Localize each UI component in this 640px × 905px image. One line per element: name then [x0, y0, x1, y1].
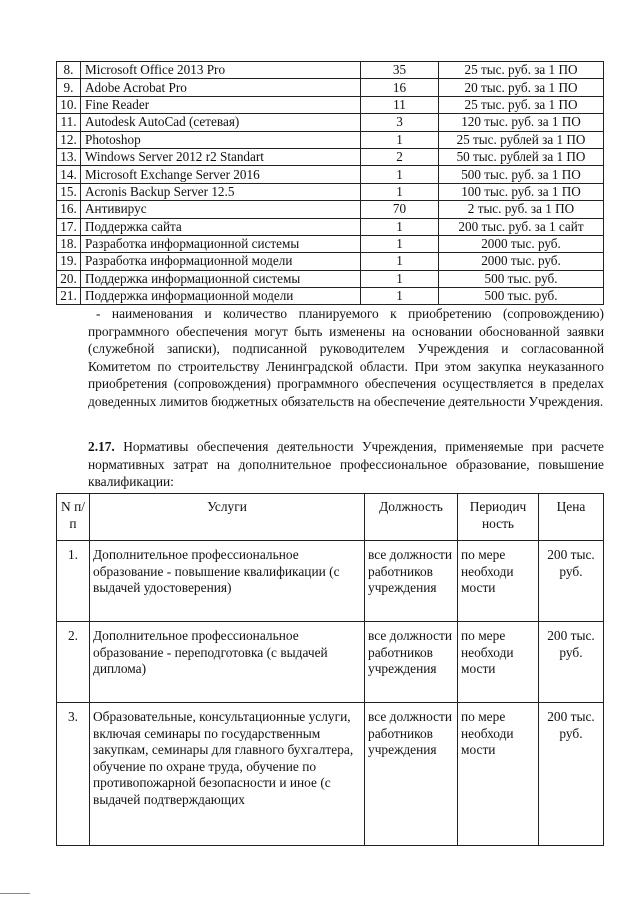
table-row	[57, 235, 604, 252]
software-name: Windows Server 2012 r2 Standart	[81, 148, 361, 165]
software-price: 200 тыс. руб. за 1 сайт	[439, 218, 604, 235]
software-quantity: 1	[361, 270, 439, 287]
software-quantity: 1	[361, 253, 439, 270]
table-row	[57, 79, 604, 96]
software-quantity: 1	[361, 218, 439, 235]
row-number: 13.	[57, 148, 81, 165]
position: все должности работников учреждения	[365, 541, 458, 622]
row-number: 3.	[57, 703, 90, 846]
row-number: 20.	[57, 270, 81, 287]
table-row	[57, 288, 604, 305]
position: все должности работников учреждения	[365, 622, 458, 703]
software-quantity: 3	[361, 114, 439, 131]
header-services: Услуги	[90, 494, 365, 541]
service-description: Дополнительное профессиональное образование - повышение квалификации (с выдачей удостоверения)	[90, 541, 365, 622]
software-quantity: 1	[361, 288, 439, 305]
software-price: 500 тыс. руб.	[439, 288, 604, 305]
header-periodicity: Периодич ность	[458, 494, 539, 541]
software-name: Разработка информационной модели	[81, 253, 361, 270]
software-price: 500 тыс. руб. за 1 ПО	[439, 166, 604, 183]
header-row	[57, 494, 604, 541]
section-text: Нормативы обеспечения деятельности Учреждения, применяемые при расчете нормативных затрат на дополнительное профессиональное образование, повышение квалификации:	[88, 439, 604, 490]
section-number: 2.17.	[88, 439, 115, 454]
row-number: 2.	[57, 622, 90, 703]
note-paragraph: - наименования и количество планируемого к приобретению (сопровождению) программного обеспечения могут быть изменены на основании обоснованной заявки (служебной записки), подписанной руководителем Учреждения и согласованной Комитетом по строительству Ленинградской области. При этом закупка неуказанного приобретения (сопровождения) программного обеспечения осуществляется в пределах доведенных лимитов бюджетных обязательств на обеспечение деятельности Учреждения.	[88, 306, 604, 409]
table-row	[57, 114, 604, 131]
software-quantity: 2	[361, 148, 439, 165]
periodicity: по мере необходи мости	[458, 622, 539, 703]
row-number: 11.	[57, 114, 81, 131]
table-row	[57, 148, 604, 165]
software-quantity: 1	[361, 235, 439, 252]
header-num: N п/п	[57, 494, 90, 541]
table-row	[57, 703, 604, 846]
software-price: 50 тыс. рублей за 1 ПО	[439, 148, 604, 165]
software-price: 2 тыс. руб. за 1 ПО	[439, 201, 604, 218]
software-price: 2000 тыс. руб.	[439, 253, 604, 270]
row-number: 17.	[57, 218, 81, 235]
software-table	[56, 61, 604, 305]
software-quantity: 1	[361, 166, 439, 183]
software-price: 25 тыс. рублей за 1 ПО	[439, 131, 604, 148]
table-row	[57, 131, 604, 148]
software-name: Acronis Backup Server 12.5	[81, 183, 361, 200]
training-table-header	[57, 494, 604, 541]
software-price: 500 тыс. руб.	[439, 270, 604, 287]
software-price: 20 тыс. руб. за 1 ПО	[439, 79, 604, 96]
service-description: Дополнительное профессиональное образование - переподготовка (с выдачей диплома)	[90, 622, 365, 703]
software-quantity: 11	[361, 96, 439, 113]
table-row	[57, 201, 604, 218]
software-name: Adobe Acrobat Pro	[81, 79, 361, 96]
software-price: 25 тыс. руб. за 1 ПО	[439, 62, 604, 79]
training-table	[56, 493, 604, 846]
software-name: Microsoft Office 2013 Pro	[81, 62, 361, 79]
software-name: Photoshop	[81, 131, 361, 148]
software-name: Microsoft Exchange Server 2016	[81, 166, 361, 183]
software-table-body	[57, 62, 604, 305]
row-number: 12.	[57, 131, 81, 148]
price: 200 тыс. руб.	[539, 622, 604, 703]
row-number: 14.	[57, 166, 81, 183]
price: 200 тыс. руб.	[539, 703, 604, 846]
row-number: 8.	[57, 62, 81, 79]
software-price: 120 тыс. руб. за 1 ПО	[439, 114, 604, 131]
section-heading-paragraph	[88, 438, 604, 491]
header-position: Должность	[365, 494, 458, 541]
software-name: Autodesk AutoCad (сетевая)	[81, 114, 361, 131]
row-number: 19.	[57, 253, 81, 270]
software-name: Антивирус	[81, 201, 361, 218]
software-quantity: 16	[361, 79, 439, 96]
row-number: 10.	[57, 96, 81, 113]
software-name: Разработка информационной системы	[81, 235, 361, 252]
software-price: 25 тыс. руб. за 1 ПО	[439, 96, 604, 113]
table-row	[57, 96, 604, 113]
table-row	[57, 253, 604, 270]
software-name: Fine Reader	[81, 96, 361, 113]
row-number: 1.	[57, 541, 90, 622]
software-quantity: 1	[361, 131, 439, 148]
table-row	[57, 541, 604, 622]
position: все должности работников учреждения	[365, 703, 458, 846]
row-number: 18.	[57, 235, 81, 252]
table-row	[57, 218, 604, 235]
row-number: 16.	[57, 201, 81, 218]
table-row	[57, 622, 604, 703]
software-quantity: 1	[361, 183, 439, 200]
service-description: Образовательные, консультационные услуги, включая семинары по государственным закупкам, семинары для главного бухгалтера, обучение по охране труда, обучение по противопожарной безопасности и иное (с выдачей подтверждающих	[90, 703, 365, 846]
periodicity: по мере необходи мости	[458, 703, 539, 846]
header-price: Цена	[539, 494, 604, 541]
software-quantity: 35	[361, 62, 439, 79]
software-price: 2000 тыс. руб.	[439, 235, 604, 252]
training-table-body	[57, 541, 604, 846]
table-row	[57, 62, 604, 79]
software-name: Поддержка сайта	[81, 218, 361, 235]
table-row	[57, 270, 604, 287]
table-row	[57, 183, 604, 200]
software-name: Поддержка информационной системы	[81, 270, 361, 287]
periodicity: по мере необходи мости	[458, 541, 539, 622]
software-price: 100 тыс. руб. за 1 ПО	[439, 183, 604, 200]
table-row	[57, 166, 604, 183]
price: 200 тыс. руб.	[539, 541, 604, 622]
row-number: 9.	[57, 79, 81, 96]
software-quantity: 70	[361, 201, 439, 218]
software-name: Поддержка информационной модели	[81, 288, 361, 305]
row-number: 21.	[57, 288, 81, 305]
row-number: 15.	[57, 183, 81, 200]
page-edge-mark	[0, 893, 30, 894]
